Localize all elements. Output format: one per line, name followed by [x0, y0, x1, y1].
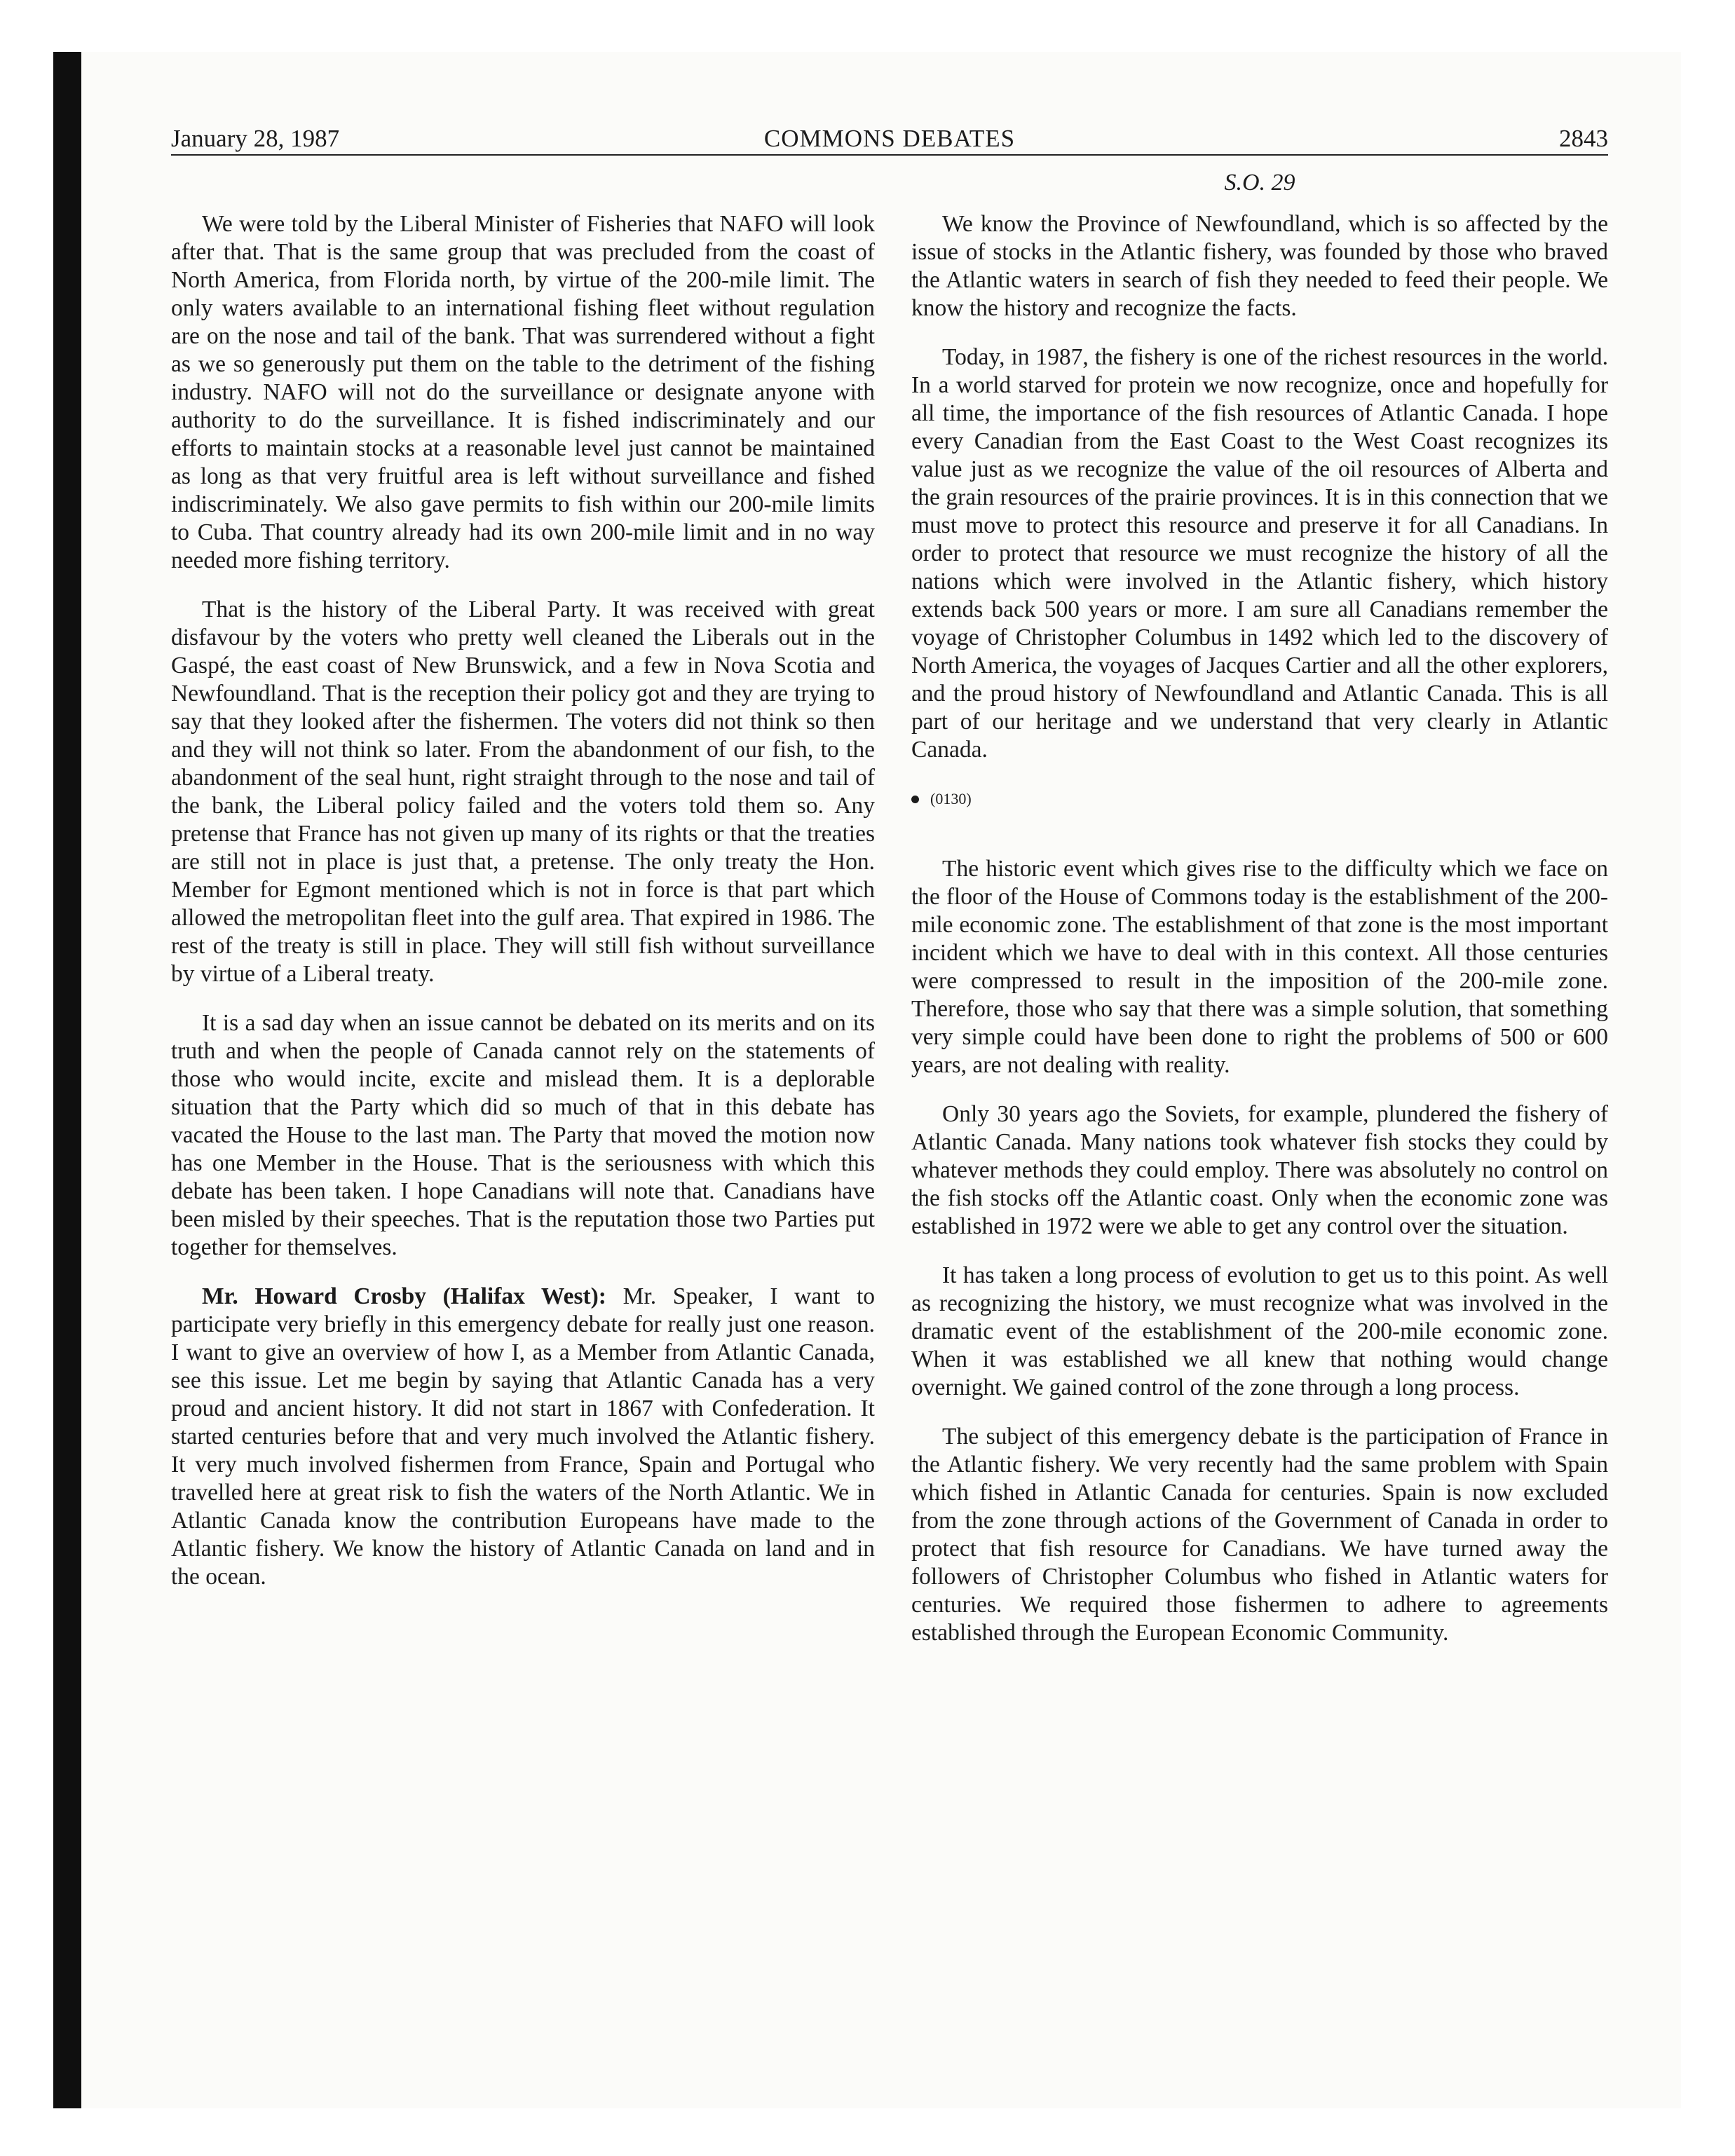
right-column [911, 210, 1608, 1647]
header-title: COMMONS DEBATES [763, 125, 1016, 152]
page-header [171, 119, 1608, 158]
paragraph: Only 30 years ago the Soviets, for example, plundered the fishery of Atlantic Canada. Many nations took whatever fish stocks they could by whatever methods they could employ. There was absolutely no control on the fish stocks off the Atlantic coast. Only when the economic zone was established in 1972 were we able to get any control over the situation. [911, 1101, 1608, 1239]
speech-text: Mr. Speaker, I want to participate very briefly in this emergency debate for really just one reason. I want to give an overview of how I, as a Member from Atlantic Canada, see this issue. Let me begin by saying that Atlantic Canada has a very proud and ancient history. It did not start in 1867 with Confederation. It started centuries before that and very much involved the Atlantic fishery. It very much involved fishermen from France, Spain and Portugal who travelled here at great risk to fish the waters of the North Atlantic. We in Atlantic Canada know the contribution Europeans have made to the Atlantic fishery. We know the history of Atlantic Canada on land and in the ocean. [171, 1283, 875, 1590]
paragraph: It is a sad day when an issue cannot be debated on its merits and on its truth and when the people of Canada cannot rely on the statements of those who would incite, excite and mislead them. It is a deplorable situation that the Party which did so much of that in this debate has vacated the House to the last man. The Party that moved the motion now has one Member in the House. That is the seriousness with which this debate has been taken. I hope Canadians will note that. Canadians have been misled by their speeches. That is the reputation those two Parties put together for themselves. [171, 1010, 875, 1260]
header-rule [171, 154, 1608, 156]
speech-paragraph [171, 1283, 875, 1591]
paragraph: Today, in 1987, the fishery is one of the richest resources in the world. In a world starved for protein we now recognize, once and hopefully for all time, the importance of the fish resources of Atlantic Canada. I hope every Canadian from the East Coast to the West Coast recognizes its value just as we recognize the value of the oil resources of Alberta and the grain resources of the prairie provinces. It is in this connection that we must move to protect this resource and preserve it for all Canadians. In order to protect that resource we must recognize the history of all the nations which were involved in the Atlantic fishery, which history extends back 500 years or more. I am sure all Canadians remember the voyage of Christopher Columbus in 1492 which led to the discovery of North America, the voyages of Jacques Cartier and all the other explorers, and the proud history of Newfoundland and Atlantic Canada. This is all part of our heritage and we understand that very clearly in Atlantic Canada. [911, 344, 1608, 763]
time-marker [911, 785, 1608, 813]
header-page-number: 2843 [1559, 125, 1608, 152]
paragraph: The historic event which gives rise to the difficulty which we face on the floor of the House of Commons today is the establishment of the 200-mile economic zone. The establishment of that zone is the most important incident which we have to deal with in this context. All those centuries were compressed to result in the imposition of the 200-mile zone. Therefore, those who say that there was a simple solution, that something very simple could have been done to right the problems of 500 or 600 years, are not dealing with reality. [911, 856, 1608, 1078]
speaker-name: Mr. Howard Crosby (Halifax West): [202, 1283, 606, 1309]
section-label: S.O. 29 [1224, 170, 1295, 196]
header-date: January 28, 1987 [171, 125, 340, 152]
paragraph: We were told by the Liberal Minister of Fisheries that NAFO will look after that. That is the same group that was precluded from the coast of North America, from Florida north, by virtue of the 200-mile limit. The only waters available to an international fishing fleet without regulation are on the nose and tail of the bank. That was surrendered without a fight as we so generously put them on the table to the detriment of the fishing industry. NAFO will not do the surveillance or designate anyone with authority to do the surveillance. It is fished indiscriminately and our efforts to maintain stocks at a reasonable level just cannot be maintained as long as that very fruitful area is left without surveillance and fished indiscriminately. We also gave permits to fish within our 200-mile limits to Cuba. That country already had its own 200-mile limit and in no way needed more fishing territory. [171, 211, 875, 573]
time-marker-label: (0130) [930, 790, 972, 807]
paragraph: It has taken a long process of evolution to get us to this point. As well as recognizing the history, we must recognize what was involved in the dramatic event of the establishment of the 200-mile economic zone. When it was established we all knew that nothing would change overnight. We gained control of the zone through a long process. [911, 1262, 1608, 1400]
bullet-icon [911, 796, 919, 803]
paragraph: The subject of this emergency debate is the participation of France in the Atlantic fishery. We very recently had the same problem with Spain which fished in Atlantic Canada for centuries. Spain is now excluded from the zone through actions of the Government of Canada in order to protect that fish resource for Canadians. We have turned away the followers of Christopher Columbus who fished in Atlantic waters for centuries. We required those fishermen to adhere to agreements established through the European Economic Community. [911, 1424, 1608, 1646]
left-column [171, 210, 875, 1591]
paragraph: We know the Province of Newfoundland, which is so affected by the issue of stocks in the Atlantic fishery, was founded by those who braved the Atlantic waters in search of fish they needed to feed their people. We know the history and recognize the facts. [911, 211, 1608, 321]
paragraph: That is the history of the Liberal Party. It was received with great disfavour by the voters who pretty well cleaned the Liberals out in the Gaspé, the east coast of New Brunswick, and a few in Nova Scotia and Newfoundland. That is the reception their policy got and they are trying to say that they looked after the fishermen. The voters did not think so then and they will not think so later. From the abandonment of our fish, to the abandonment of the seal hunt, right straight through to the nose and tail of the bank, the Liberal policy failed and the voters told them so. Any pretense that France has not given up many of its rights or that the treaties are still not in place is just that, a pretense. The only treaty the Hon. Member for Egmont mentioned which is not in force is that part which allowed the metropolitan fleet into the gulf area. That expired in 1986. The rest of the treaty is still in place. They will still fish without surveillance by virtue of a Liberal treaty. [171, 596, 875, 987]
